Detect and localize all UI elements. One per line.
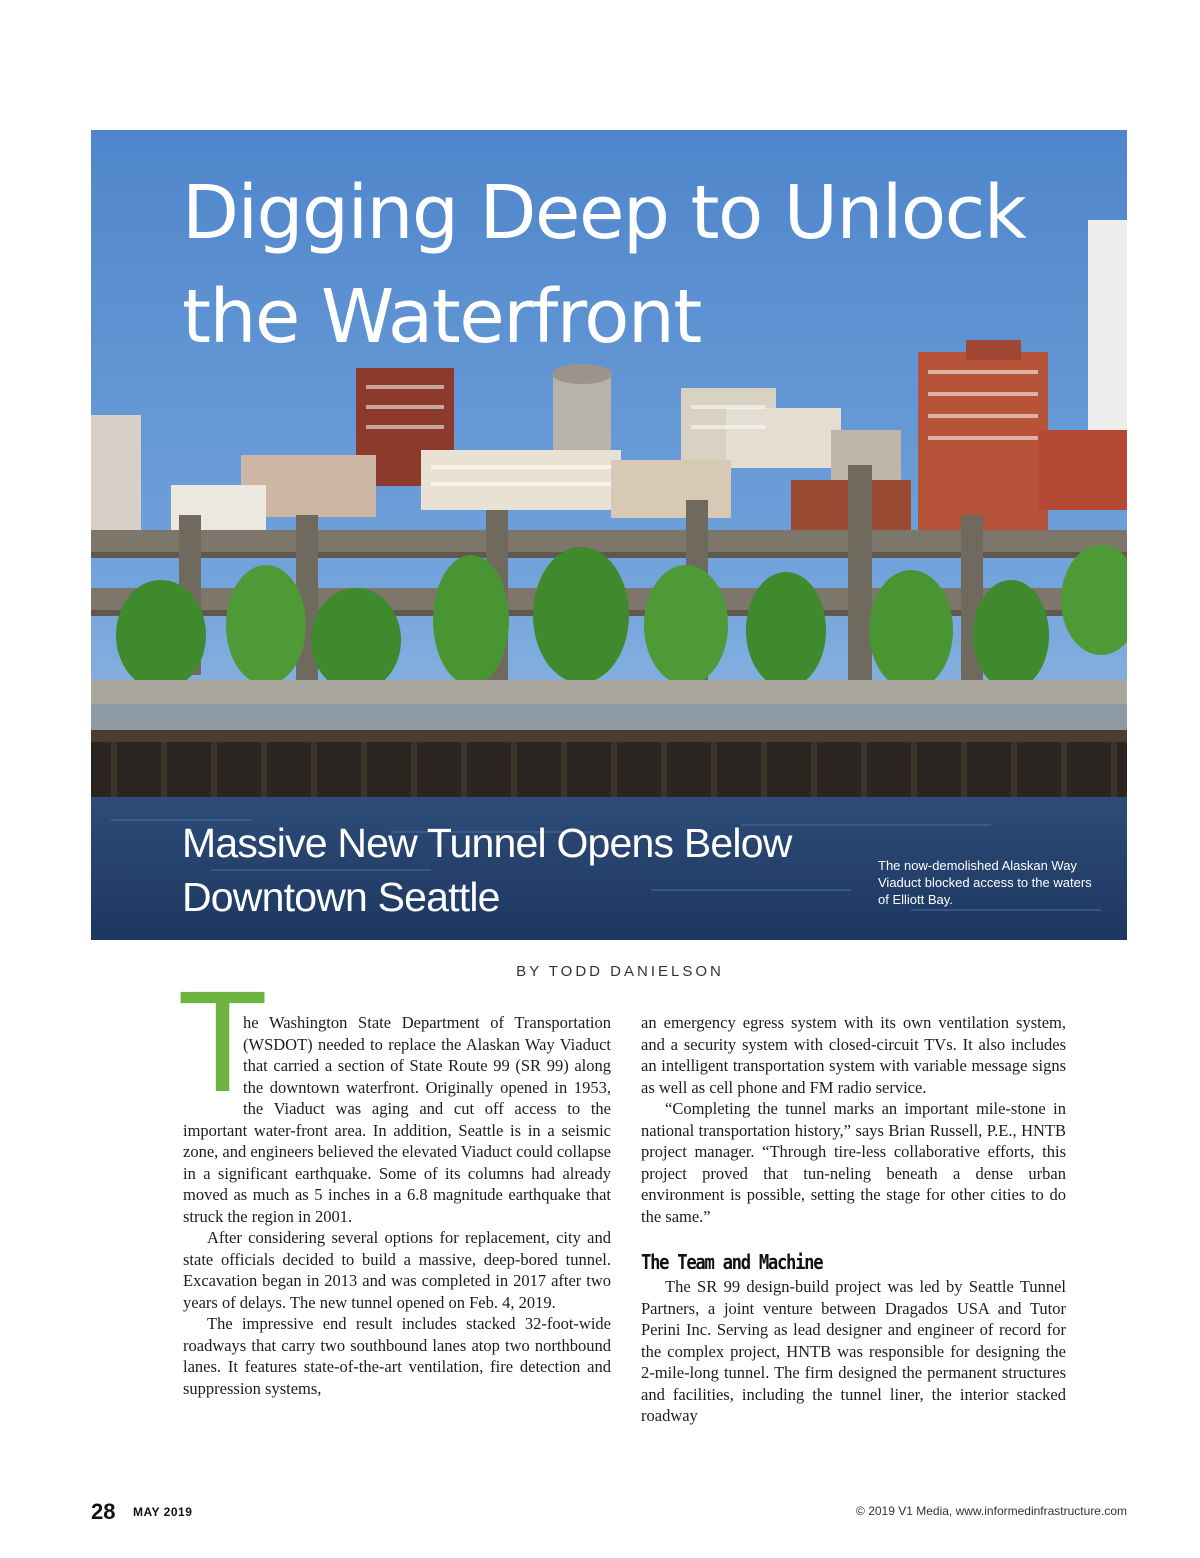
copyright-notice: © 2019 V1 Media, www.informedinfrastructure.com bbox=[856, 1504, 1127, 1518]
paragraph-4: an emergency egress system with its own ventilation system, and a security system with closed-circuit TVs. It also includes an intelligent transportation system with variable message signs as well as cell phone and FM radio service. bbox=[641, 1013, 1066, 1097]
pier-deck bbox=[91, 730, 1127, 742]
paragraph-5-quote: “Completing the tunnel marks an important mile-stone in national transportation history,” says Brian Russell, P.E., HNTB project manager. “Through tire-less collaborative efforts, this project proved that tun-neling beneath a dense urban environment is possible, setting the stage for other cities to do the same.” bbox=[641, 1099, 1066, 1226]
article-subtitle: Massive New Tunnel Opens Below Downtown Seattle bbox=[182, 820, 792, 920]
page-number: 28 bbox=[91, 1499, 116, 1524]
paragraph-2: After considering several options for replacement, city and state officials decided to build a massive, deep-bored tunnel. Excavation began in 2013 and was completed in 2017 after two years of delays. The new tunnel opened on Feb. 4, 2019. bbox=[183, 1228, 611, 1312]
paragraph-3: The impressive end result includes stacked 32-foot-wide roadways that carry two southbound lanes atop two northbound lanes. It features state-of-the-art ventilation, fire detection and suppression systems, bbox=[183, 1314, 611, 1398]
paragraph-6: The SR 99 design-build project was led by Seattle Tunnel Partners, a joint venture between Dragados USA and Tutor Perini Inc. Serving as lead designer and engineer of record for the complex project, HNTB was responsible for designing the 2-mile-long tunnel. The firm designed the permanent structures and facilities, including the tunnel liner, the interior stacked roadway bbox=[641, 1277, 1066, 1425]
issue-date: MAY 2019 bbox=[133, 1505, 193, 1519]
right-column bbox=[641, 1012, 1066, 1427]
article-title: Digging Deep to Unlock the Waterfront bbox=[182, 170, 1026, 360]
section-heading: The Team and Machine bbox=[641, 1250, 823, 1274]
left-column bbox=[181, 966, 611, 1399]
paragraph-1: T he Washington State Department of Transportation (WSDOT) needed to replace the Alaskan Way Viaduct that carried a section of State Route 99 (SR 99) along the downtown waterfront. Originally opened in 1953, the Viaduct was aging and cut off access to the important water-front area. In addition, Seattle is in a seismic zone, and engineers believed the elevated Viaduct could collapse in a significant earthquake. Some of its columns had already moved as much as 5 inches in a 6.8 magnitude earthquake that struck the region in 2001. bbox=[181, 966, 611, 1226]
dropcap: T bbox=[181, 966, 265, 1124]
hero-photo bbox=[91, 130, 1127, 940]
byline: BY TODD DANIELSON bbox=[516, 963, 724, 980]
photo-caption: The now-demolished Alaskan Way Viaduct blocked access to the waters of Elliott Bay. bbox=[878, 858, 1092, 907]
pier-shadow bbox=[91, 742, 1127, 797]
seawall bbox=[91, 680, 1127, 708]
pier-pilings bbox=[111, 742, 1117, 797]
railing bbox=[91, 704, 1127, 730]
